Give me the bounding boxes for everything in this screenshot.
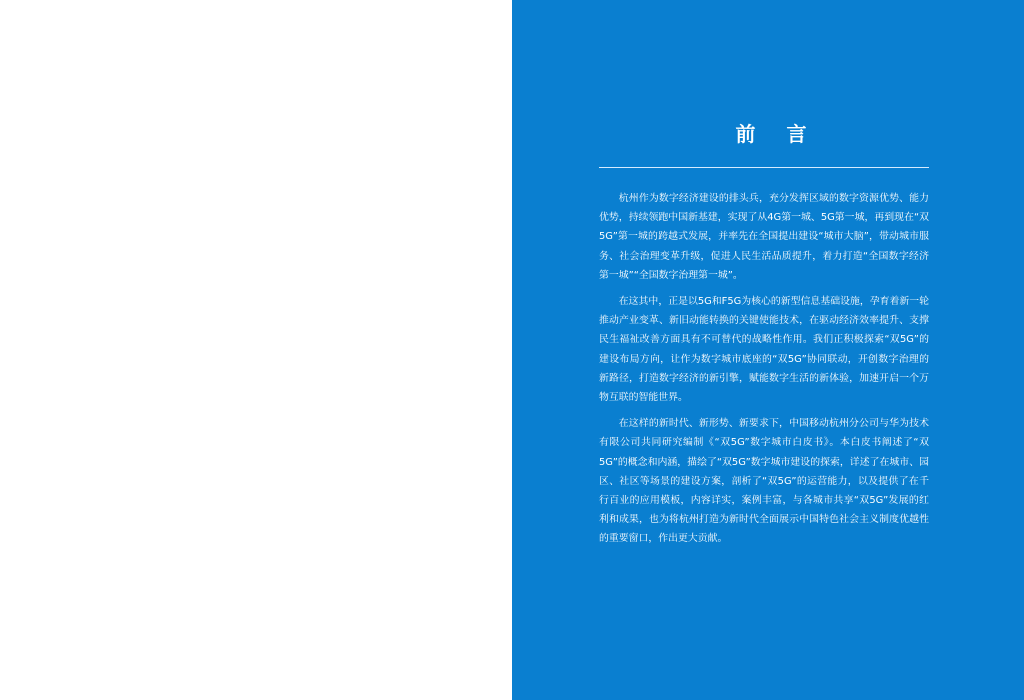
paragraph-1: 杭州作为数字经济建设的排头兵，充分发挥区域的数字资源优势、能力优势，持续领跑中国新基建，实现了从4G第一城、5G第一城，再到现在“双5G”第一城的跨越式发展，并率先在全国提出建设“城市大脑”，带动城市服务、社会治理变革升级，促进人民生活品质提升，着力打造“全国数字经济第一城”“全国数字治理第一城”。	[599, 193, 929, 281]
preface-body	[599, 189, 929, 556]
paragraph-2: 在这其中，正是以5G和F5G为核心的新型信息基础设施，孕育着新一轮推动产业变革、新旧动能转换的关键使能技术，在驱动经济效率提升、支撑民生福祉改善方面具有不可替代的战略性作用。我们正积极探索“双5G”的建设布局方向，让作为数字城市底座的“双5G”协同联动，开创数字治理的新路径，打造数字经济的新引擎，赋能数字生活的新体验，加速开启一个万物互联的智能世界。	[599, 296, 929, 404]
page-title: 前 言	[735, 122, 819, 146]
paragraph-3: 在这样的新时代、新形势、新要求下，中国移动杭州分公司与华为技术有限公司共同研究编制《“双5G”数字城市白皮书》。本白皮书阐述了“双5G”的概念和内涵，描绘了“双5G”数字城市建设的探索，详述了在城市、园区、社区等场景的建设方案，剖析了“双5G”的运营能力，以及提供了在千行百业的应用模板，内容详实，案例丰富，与各城市共享“双5G”发展的红利和成果，也为将杭州打造为新时代全面展示中国特色社会主义制度优越性的重要窗口，作出更大贡献。	[599, 418, 929, 545]
title-divider	[599, 167, 929, 168]
preface-page	[512, 0, 1024, 700]
